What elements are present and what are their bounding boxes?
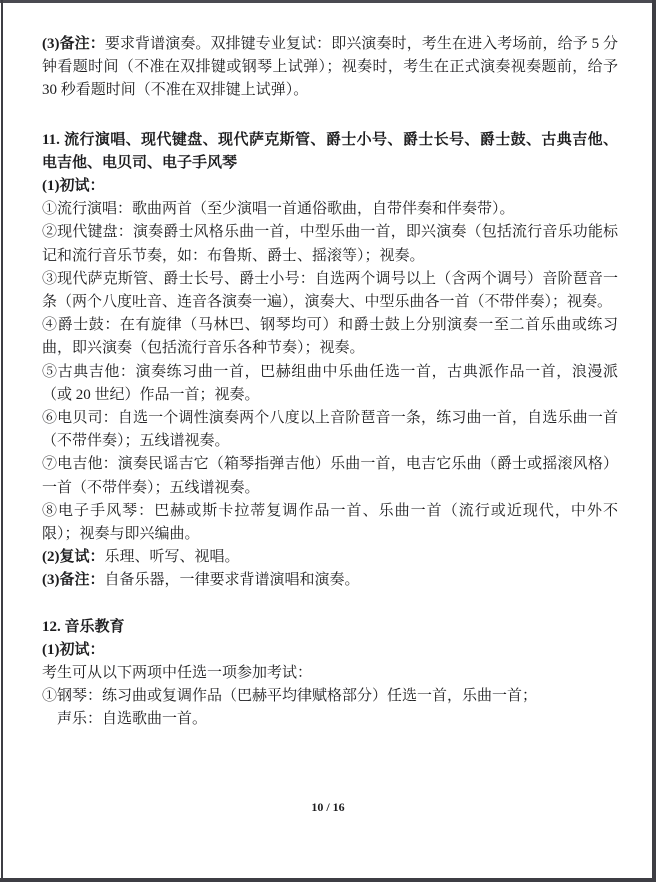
section-12-round1-label [42,639,618,662]
round1-label-text: (1)初试： [42,178,105,195]
page-edge-right [652,0,656,882]
section-12-intro-line: 考生可从以下两项中任选一项参加考试： [42,665,313,682]
note-text: 要求背谱演奏。双排键专业复试：即兴演奏时，考生在进入考场前，给予 5 分钟看题时间（不准在双排键或钢琴上试弹）；视奏时，考生在正式演奏视奏题前，给予 30 秒看题时间（不准在双排键上试弹）。 [42,36,618,99]
list-item-8-electronic-accordion: ⑧电子手风琴：巴赫或斯卡拉蒂复调作品一首、乐曲一首（流行或近现代，中外不限）；视奏与即兴编曲。 [42,502,618,543]
list-item-2-modern-keyboard: ②现代键盘：演奏爵士风格乐曲一首，中型乐曲一首，即兴演奏（包括流行音乐功能标记和流行音乐节奏，如：布鲁斯、爵士、摇滚等）；视奏。 [42,224,618,264]
list-item-4-jazz-drums: ④爵士鼓：在有旋律（马林巴、钢琴均可）和爵士鼓上分别演奏一至二首乐曲或练习曲，即兴演奏（包括流行音乐各种节奏）；视奏。 [42,317,618,357]
previous-section-note-paragraph [42,33,618,103]
section-11-round2-paragraph [42,546,618,569]
section-12-piano-line: ①钢琴：练习曲或复调作品（巴赫平均律赋格部分）任选一首，乐曲一首； [42,688,538,705]
section-12-round1-label-text: (1)初试： [42,641,105,658]
note-label: (3)备注： [42,36,105,52]
section-11-note-text: 自备乐器，一律要求背谱演唱和演奏。 [104,572,360,589]
list-item-6-electric-bass: ⑥电贝司：自选一个调性演奏两个八度以上音阶琶音一条，练习曲一首，自选乐曲一首（不带伴奏）；五线谱视奏。 [42,410,618,450]
page-number: 10 / 16 [311,800,345,814]
list-item-5-classical-guitar: ⑤古典吉他：演奏练习曲一首，巴赫组曲中乐曲任选一首，古典派作品一首，浪漫派（或 20 世纪）作品一首；视奏。 [42,363,618,403]
section-11-heading: 11. 流行演唱、现代键盘、现代萨克斯管、爵士小号、爵士长号、爵士鼓、古典吉他、电吉他、电贝司、电子手风琴 [42,131,618,171]
page-edge-left [1,0,3,882]
section-11-note-paragraph [42,569,618,592]
round2-label: (2)复试： [42,549,105,566]
page-edge-bottom [0,878,656,882]
section-11-note-label: (3)备注： [42,572,105,589]
page-edge-top [0,0,656,3]
section-12-heading: 12. 音乐教育 [42,618,125,635]
list-item-7-electric-guitar: ⑦电吉他：演奏民谣吉它（箱琴指弹吉他）乐曲一首，电吉它乐曲（爵士或摇滚风格）一首（不带伴奏）；五线谱视奏。 [42,456,618,496]
round2-text: 乐理、听写、视唱。 [104,549,240,566]
section-12-vocal-line: 声乐：自选歌曲一首。 [57,711,208,728]
section-11-round1-label [42,175,618,198]
list-item-3-saxophone-trombone-trumpet: ③现代萨克斯管、爵士长号、爵士小号：自选两个调号以上（含两个调号）音阶琶音一条（两个八度吐音、连音各演奏一遍），演奏大、中型乐曲各一首（不带伴奏）；视奏。 [42,270,618,311]
list-item-1-pop-vocal: ①流行演唱：歌曲两首（至少演唱一首通俗歌曲，自带伴奏和伴奏带）。 [42,201,515,218]
document-body [42,33,618,732]
